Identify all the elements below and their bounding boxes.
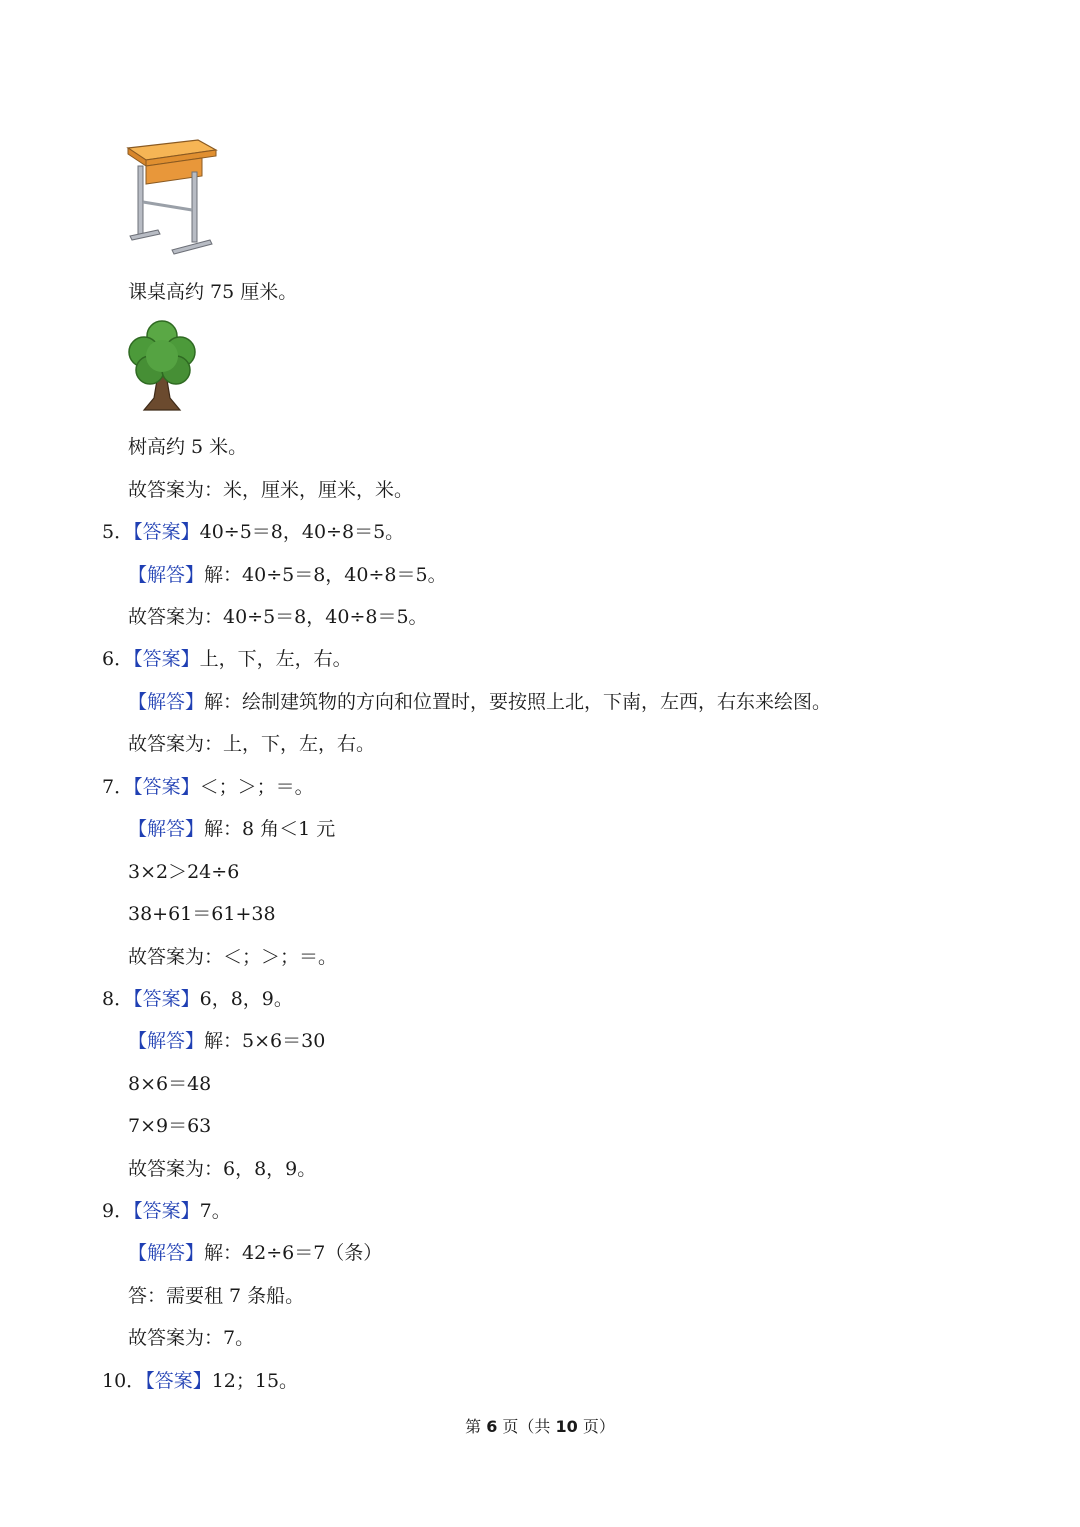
- q8-answer: 6，8，9。: [199, 988, 293, 1010]
- q6-solution-tag: 【解答】: [128, 691, 205, 713]
- q4-conclusion: 故答案为：米，厘米，厘米，米。: [128, 479, 414, 501]
- q5-answer-tag: 【答案】: [133, 521, 200, 543]
- footer-total-pages: 10: [555, 1417, 578, 1436]
- q9-solution-line: [128, 1241, 382, 1265]
- q8-solution-line: [128, 1029, 325, 1053]
- q5-solution: 解：40÷5＝8，40÷8＝5。: [204, 564, 447, 586]
- q8-conclusion: 故答案为：6，8，9。: [128, 1158, 317, 1180]
- q9-conclusion: 故答案为：7。: [128, 1327, 255, 1349]
- school-desk-image: [124, 136, 220, 258]
- q9-answer-line: [102, 1199, 231, 1223]
- q5-number: 5．: [102, 521, 134, 543]
- footer-middle: 页（共: [497, 1417, 556, 1436]
- q9-reply: 答：需要租 7 条船。: [128, 1285, 305, 1307]
- q8-step-3: 7×9＝63: [128, 1115, 212, 1137]
- desk-caption: 课桌高约 75 厘米。: [128, 281, 298, 303]
- q5-conclusion: 故答案为：40÷5＝8，40÷8＝5。: [128, 606, 428, 628]
- q8-number: 8．: [102, 988, 134, 1010]
- q8-answer-line: [102, 987, 293, 1011]
- q8-answer-tag: 【答案】: [133, 988, 200, 1010]
- footer-prefix: 第: [465, 1417, 487, 1436]
- q5-answer-line: [102, 520, 404, 544]
- q6-conclusion: 故答案为：上，下，左，右。: [128, 733, 376, 755]
- q10-answer-line: [102, 1369, 298, 1393]
- q6-number: 6．: [102, 648, 134, 670]
- q9-answer: 7。: [199, 1200, 231, 1222]
- q6-solution-line: [128, 690, 831, 714]
- tree-caption: 树高约 5 米。: [128, 436, 248, 458]
- q10-number: 10．: [102, 1370, 146, 1392]
- q7-number: 7．: [102, 776, 134, 798]
- q5-solution-line: [128, 563, 447, 587]
- q9-number: 9．: [102, 1200, 134, 1222]
- q6-solution: 解：绘制建筑物的方向和位置时，要按照上北，下南，左西，右东来绘图。: [204, 691, 832, 713]
- q9-solution-tag: 【解答】: [128, 1242, 205, 1264]
- q6-answer-tag: 【答案】: [133, 648, 200, 670]
- q7-answer-line: [102, 775, 314, 799]
- q7-answer: ＜；＞；＝。: [199, 776, 314, 798]
- q6-answer-line: [102, 647, 352, 671]
- q9-answer-tag: 【答案】: [133, 1200, 200, 1222]
- q8-solution: 解：5×6＝30: [204, 1030, 326, 1052]
- footer-suffix: 页）: [577, 1417, 615, 1436]
- q9-solution: 解：42÷6＝7（条）: [204, 1242, 383, 1264]
- q7-conclusion: 故答案为：＜；＞；＝。: [128, 946, 338, 968]
- q7-solution-tag: 【解答】: [128, 818, 205, 840]
- q10-answer: 12；15。: [211, 1370, 299, 1392]
- tree-image: [124, 318, 202, 416]
- q7-answer-tag: 【答案】: [133, 776, 200, 798]
- q7-step-3: 38+61＝61+38: [128, 903, 276, 925]
- footer-page-number: 6: [486, 1417, 498, 1436]
- q8-step-2: 8×6＝48: [128, 1073, 212, 1095]
- q7-solution: 解：8 角＜1 元: [204, 818, 336, 840]
- q7-step-2: 3×2＞24÷6: [128, 861, 240, 883]
- page-footer: [0, 1416, 1080, 1438]
- q8-solution-tag: 【解答】: [128, 1030, 205, 1052]
- q10-answer-tag: 【答案】: [145, 1370, 212, 1392]
- q7-solution-line: [128, 817, 335, 841]
- q5-answer: 40÷5＝8，40÷8＝5。: [199, 521, 405, 543]
- q5-solution-tag: 【解答】: [128, 564, 205, 586]
- q6-answer: 上，下，左，右。: [199, 648, 352, 670]
